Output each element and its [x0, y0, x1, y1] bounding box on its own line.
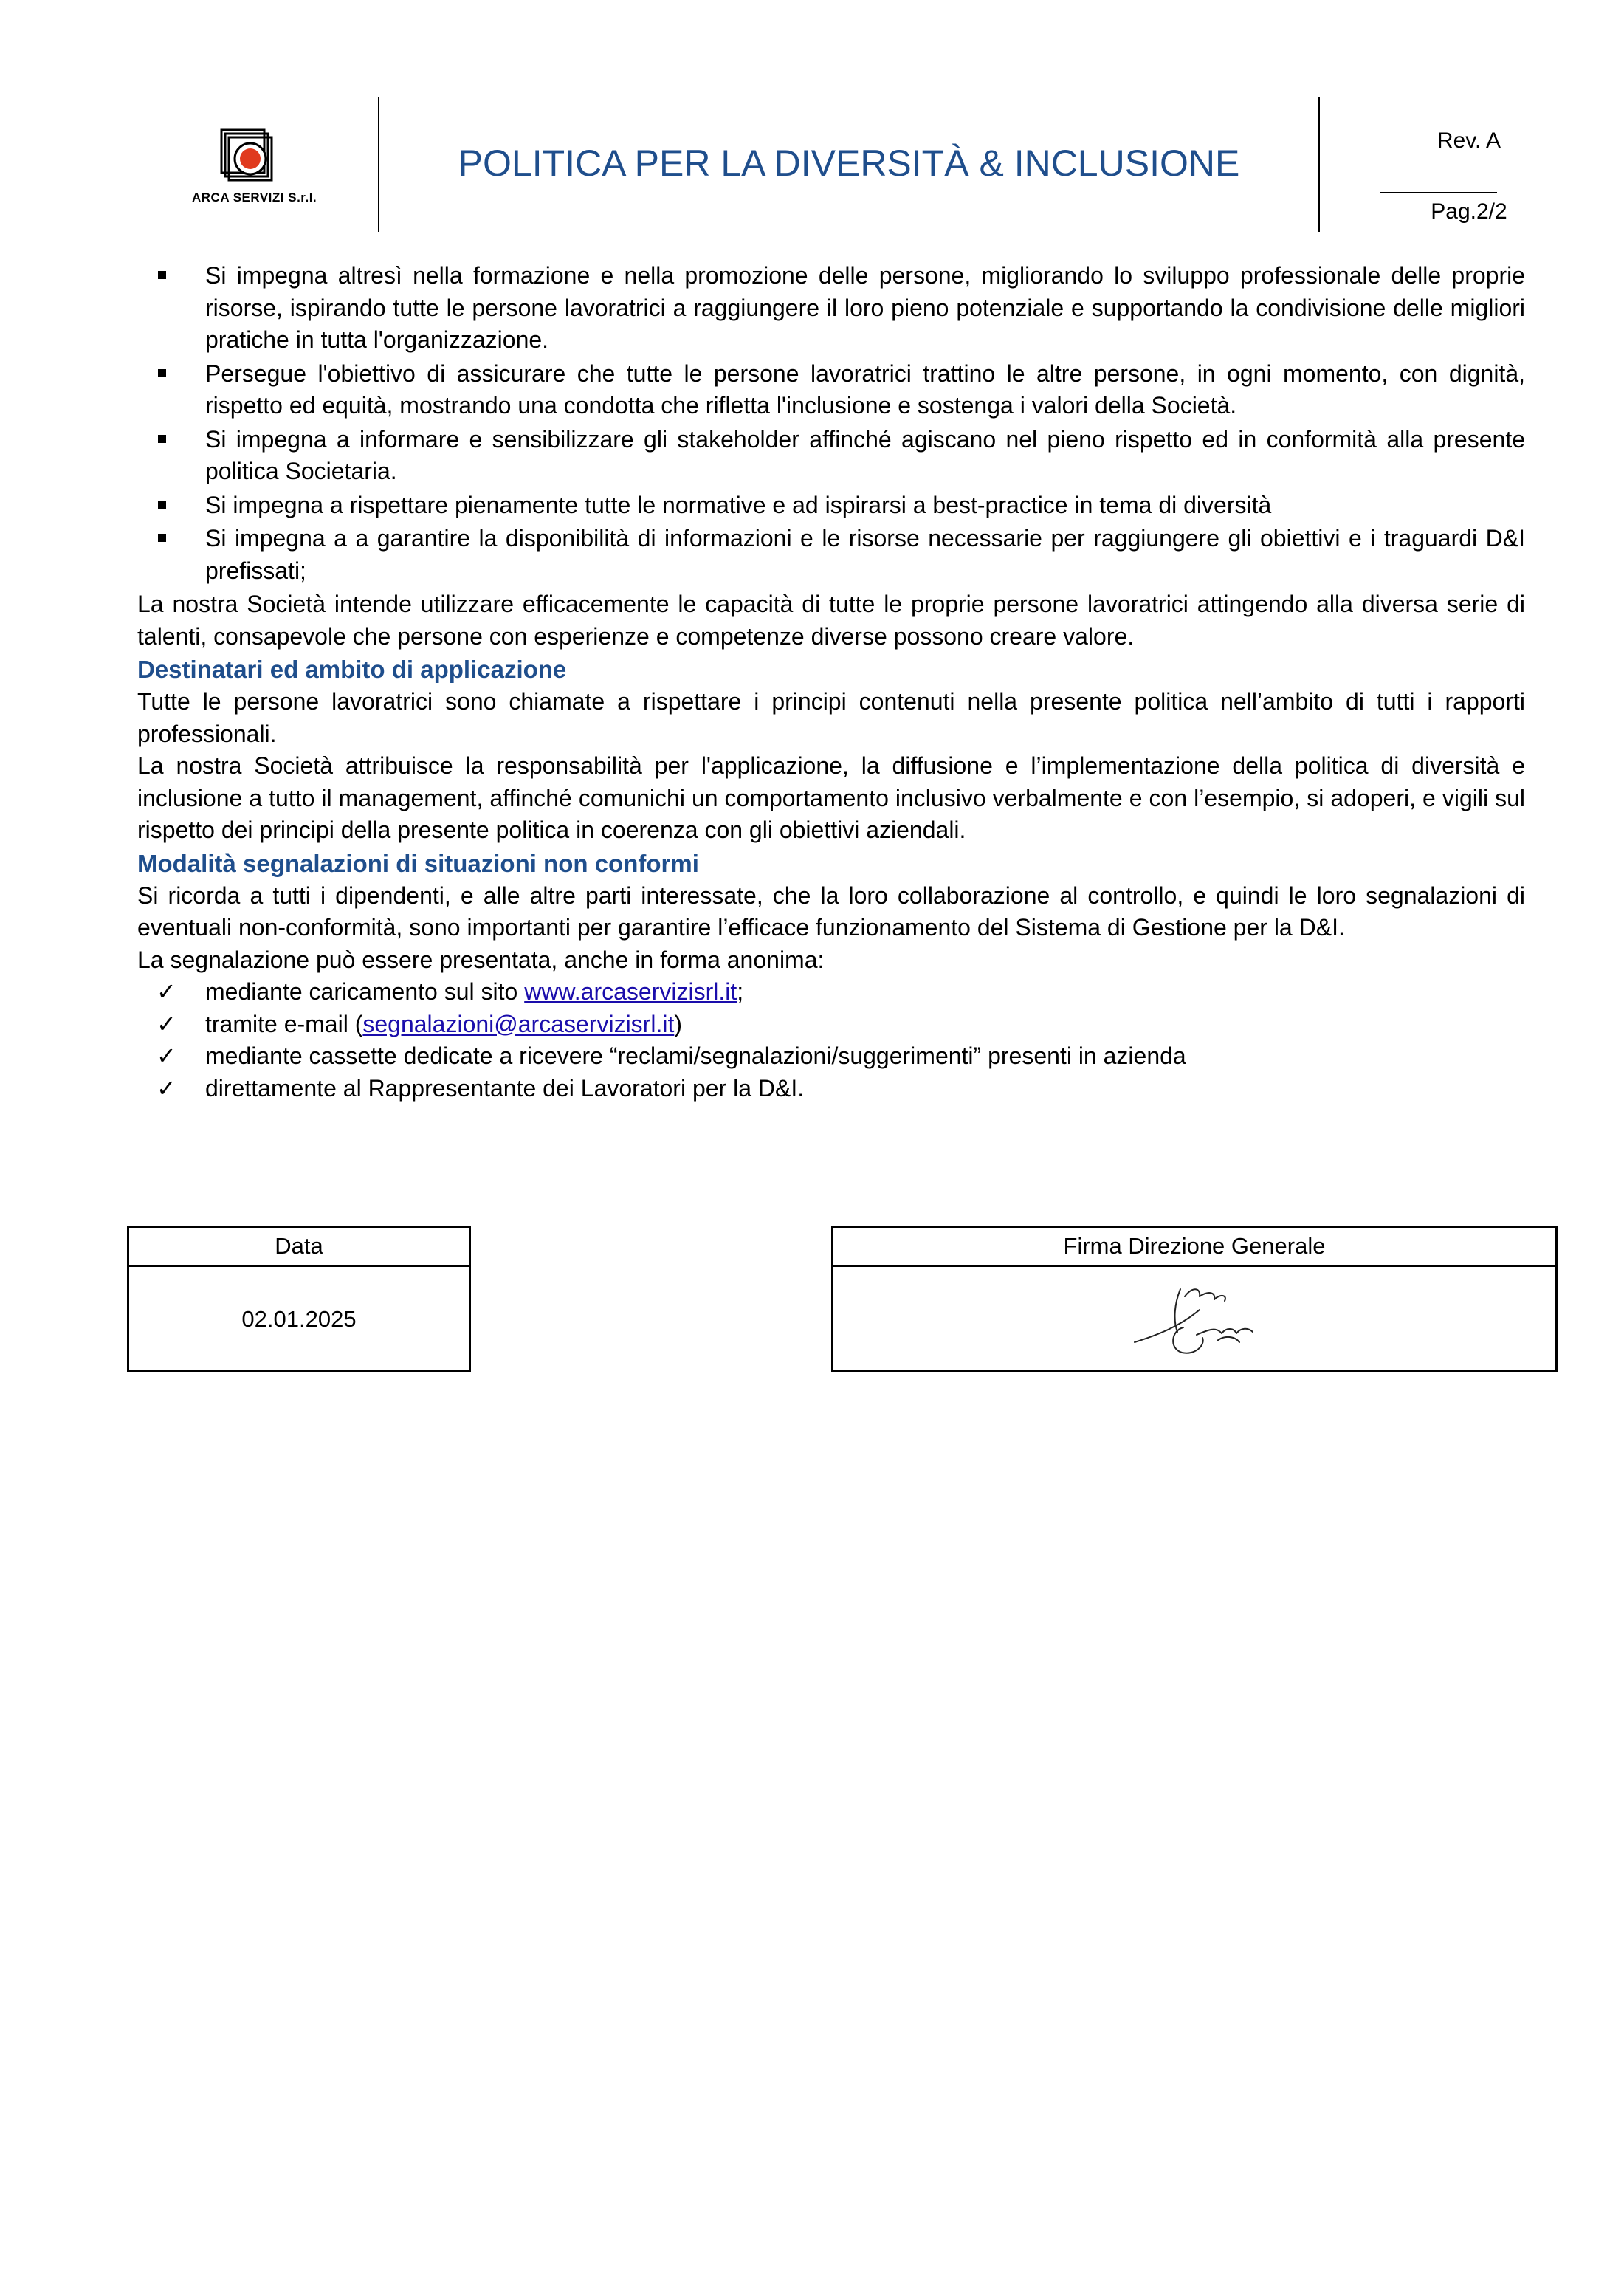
company-logo	[192, 128, 317, 232]
page-number: Pag.2/2	[1431, 199, 1507, 224]
header-divider-right	[1318, 97, 1320, 232]
reports-intro: La segnalazione può essere presentata, anche in forma anonima:	[137, 946, 825, 973]
list-item: Si impegna altresì nella formazione e nella promozione delle persone, migliorando lo sviluppo professionale delle proprie risorse, ispirando tutte le persone lavoratrici a raggiungere il loro pieno potenziale e supportando la condivisione delle migliori pratiche in tutta l'organizzazione.	[137, 260, 1525, 357]
square-bullet-icon	[158, 369, 166, 377]
scope-heading: Destinatari ed ambito di applicazione	[137, 656, 567, 683]
list-item: Si impegna a a garantire la disponibilità di informazioni e le risorse necessarie per raggiungere gli obiettivi e i traguardi D&I prefissati;	[137, 523, 1525, 587]
reports-paragraph: Si ricorda a tutti i dipendenti, e alle altre parti interessate, che la loro collaborazione al controllo, e quindi le loro segnalazioni di eventuali non-conformità, sono importanti per garantire l’efficace funzionamento del Sistema di Gestione per la D&I.	[137, 882, 1525, 941]
signature-area	[833, 1267, 1555, 1372]
scope-paragraph: La nostra Società attribuisce la responsabilità per l'applicazione, la diffusione e l’implementazione della politica di diversità e inclusione a tutto il management, affinché comunichi un comportamento inclusivo verbalmente e con l’esempio, si adoperi, e vigili sul rispetto dei principi della presente politica in coerenza con gli obiettivi aziendali.	[137, 752, 1525, 843]
list-item: Si impegna a informare e sensibilizzare gli stakeholder affinché agiscano nel pieno rispetto ed in conformità alla presente politica Societaria.	[137, 424, 1525, 488]
commitment-list	[137, 260, 1525, 587]
handwritten-signature-icon	[1129, 1274, 1269, 1363]
list-item: ✓ direttamente al Rappresentante dei Lavoratori per la D&I.	[137, 1073, 1525, 1105]
website-link[interactable]: www.arcaservizisrl.it	[524, 978, 737, 1005]
square-bullet-icon	[158, 271, 166, 279]
document-title: POLITICA PER LA DIVERSITÀ & INCLUSIONE	[458, 142, 1240, 184]
arca-logo-icon	[220, 128, 273, 182]
company-name: ARCA SERVIZI S.r.l.	[192, 190, 317, 205]
date-box	[127, 1226, 471, 1372]
signature-box	[831, 1226, 1558, 1372]
revision-rule	[1380, 192, 1497, 193]
date-value: 02.01.2025	[241, 1306, 357, 1332]
scope-paragraph: Tutte le persone lavoratrici sono chiamate a rispettare i principi contenuti nella presente politica nell’ambito di tutti i rapporti professionali.	[137, 688, 1525, 747]
square-bullet-icon	[158, 501, 166, 509]
list-item: Si impegna a rispettare pienamente tutte le normative e ad ispirarsi a best-practice in tema di diversità	[137, 489, 1525, 522]
checkmark-icon: ✓	[156, 1042, 176, 1069]
report-channel-list	[137, 976, 1525, 1105]
list-item: ✓ mediante cassette dedicate a ricevere “reclami/segnalazioni/suggerimenti” presenti in azienda	[137, 1040, 1525, 1073]
square-bullet-icon	[158, 435, 166, 443]
reports-heading: Modalità segnalazioni di situazioni non conformi	[137, 849, 699, 877]
list-item: ✓ mediante caricamento sul sito www.arcaservizisrl.it;	[137, 976, 1525, 1009]
square-bullet-icon	[158, 534, 166, 542]
email-link[interactable]: segnalazioni@arcaservizisrl.it	[362, 1010, 675, 1037]
revision-label: Rev. A	[1437, 128, 1501, 153]
checkmark-icon: ✓	[156, 978, 176, 1005]
talent-paragraph: La nostra Società intende utilizzare efficacemente le capacità di tutte le proprie persone lavoratrici attingendo alla diversa serie di talenti, consapevole che persone con esperienze e competenze diverse possono creare valore.	[137, 591, 1525, 650]
signature-label: Firma Direzione Generale	[833, 1228, 1555, 1267]
list-item: ✓ tramite e-mail (segnalazioni@arcaservizisrl.it)	[137, 1009, 1525, 1041]
list-item: Persegue l'obiettivo di assicurare che tutte le persone lavoratrici trattino le altre persone, in ogni momento, con dignità, rispetto ed equità, mostrando una condotta che rifletta l'inclusione e sostenga i valori della Società.	[137, 358, 1525, 422]
checkmark-icon: ✓	[156, 1010, 176, 1037]
document-header	[125, 97, 1528, 232]
checkmark-icon: ✓	[156, 1074, 176, 1102]
document-body	[137, 260, 1525, 1105]
date-label: Data	[129, 1228, 469, 1267]
